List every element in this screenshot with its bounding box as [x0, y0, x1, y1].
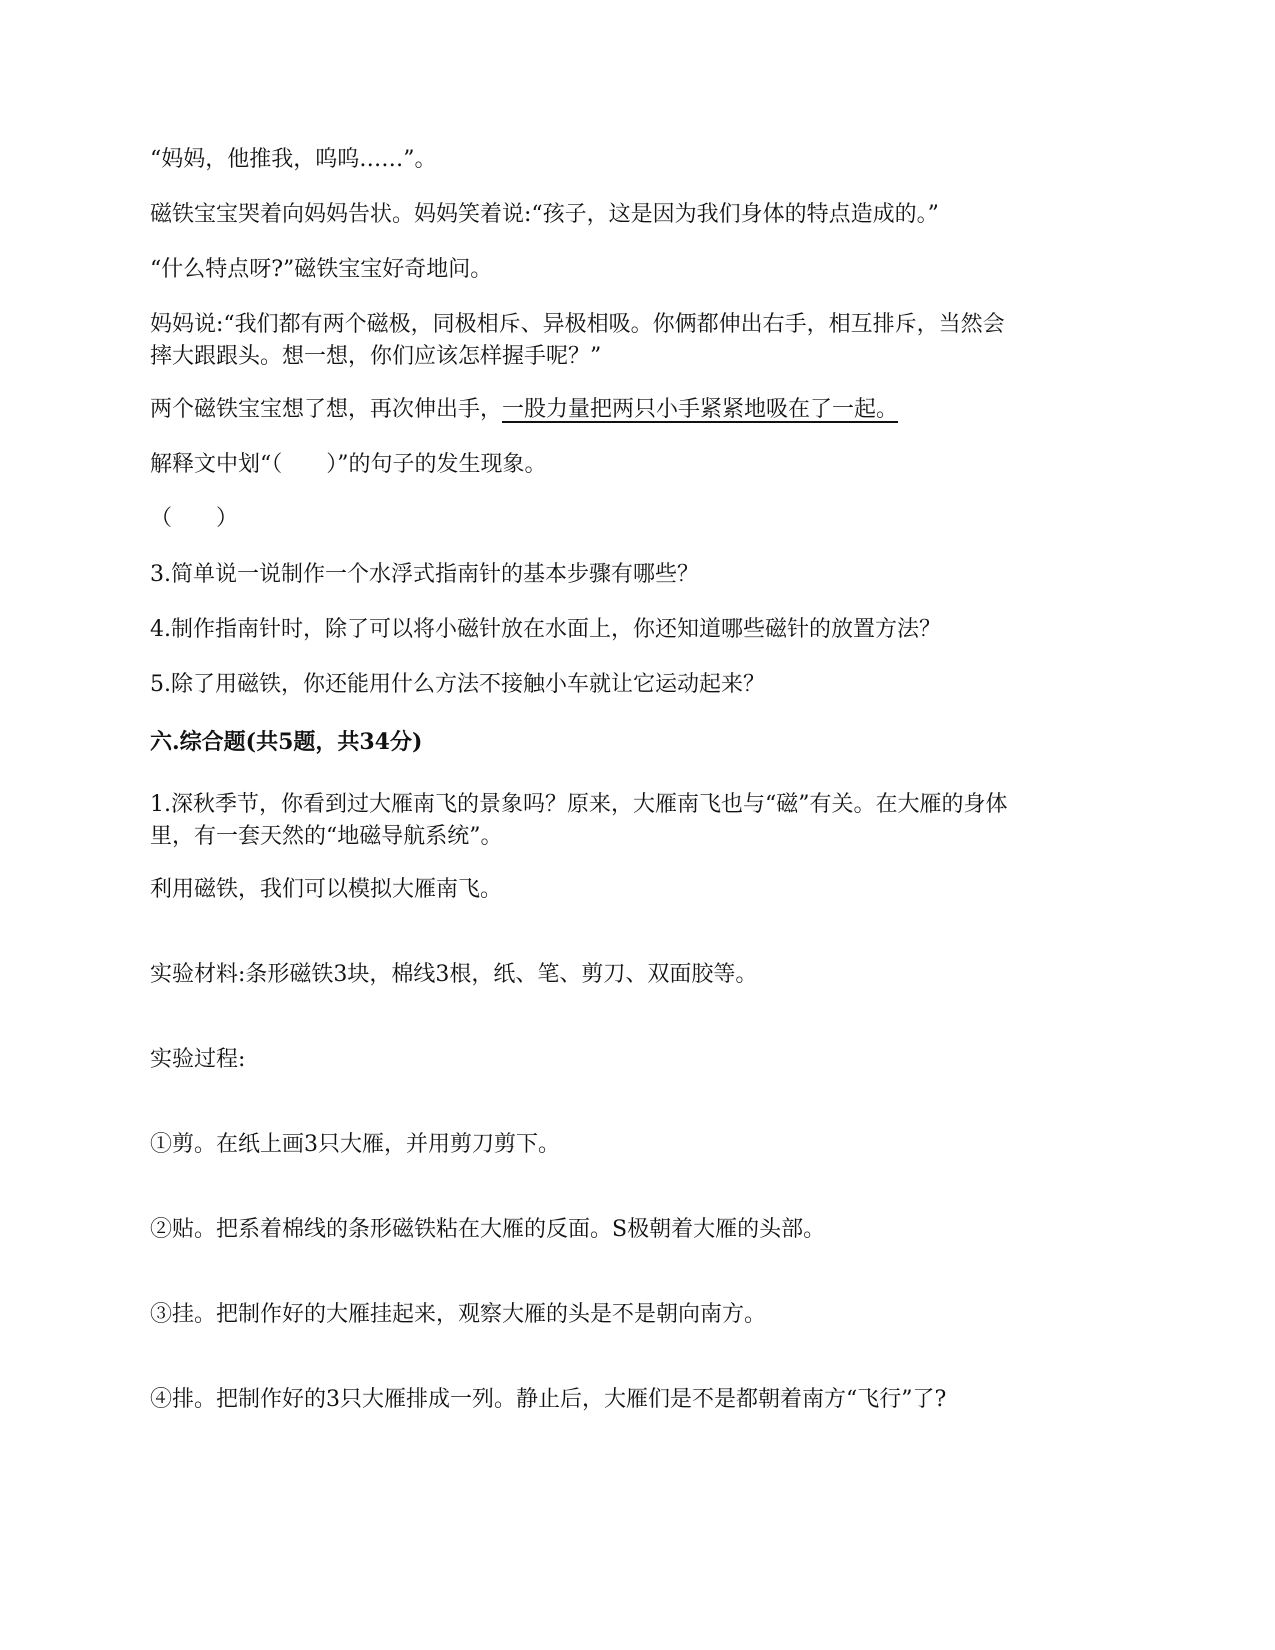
experiment-step-3: ③挂。把制作好的大雁挂起来，观察大雁的头是不是朝向南方。 [150, 1302, 767, 1327]
story-paragraph-2: 磁铁宝宝哭着向妈妈告状。妈妈笑着说:“孩子，这是因为我们身体的特点造成的。” [150, 202, 939, 227]
question-5: 5.除了用磁铁，你还能用什么方法不接触小车就让它运动起来？ [150, 672, 765, 697]
simulate-sentence: 利用磁铁，我们可以模拟大雁南飞。 [150, 877, 503, 902]
underlined-sentence: 一股力量把两只小手紧紧地吸在了一起。 [502, 397, 899, 422]
story-paragraph-1: “妈妈，他推我，呜呜……”。 [150, 147, 437, 172]
experiment-step-2: ②贴。把系着棉线的条形磁铁粘在大雁的反面。S极朝着大雁的头部。 [150, 1217, 826, 1242]
question-4: 4.制作指南针时，除了可以将小磁针放在水面上，你还知道哪些磁针的放置方法？ [150, 617, 941, 642]
experiment-step-1: ①剪。在纸上画3只大雁，并用剪刀剪下。 [150, 1132, 560, 1157]
question-3: 3.简单说一说制作一个水浮式指南针的基本步骤有哪些？ [150, 562, 699, 587]
experiment-materials: 实验材料:条形磁铁3块，棉线3根，纸、笔、剪刀、双面胶等。 [150, 962, 758, 987]
experiment-step-4: ④排。把制作好的3只大雁排成一列。静止后，大雁们是不是都朝着南方“飞行”了? [150, 1387, 947, 1412]
explain-question: 解释文中划“（ ）”的句子的发生现象。 [150, 452, 547, 477]
story-paragraph-4-line-2: 摔大跟跟头。想一想，你们应该怎样握手呢？” [150, 344, 602, 369]
story-paragraph-3: “什么特点呀?”磁铁宝宝好奇地问。 [150, 257, 493, 282]
section-6-question-1-line-2: 里，有一套天然的“地磁导航系统”。 [150, 824, 503, 849]
experiment-process-label: 实验过程: [150, 1047, 246, 1072]
answer-blank: （ ） [150, 506, 239, 531]
story-paragraph-4-line-1: 妈妈说:“我们都有两个磁极，同极相斥、异极相吸。你俩都伸出右手，相互排斥，当然会 [150, 312, 1005, 337]
story-paragraph-5-start: 两个磁铁宝宝想了想，再次伸出手， [150, 397, 503, 422]
section-6-question-1-line-1: 1.深秋季节，你看到过大雁南飞的景象吗？原来，大雁南飞也与“磁”有关。在大雁的身体 [150, 792, 1008, 817]
section-6-heading: 六.综合题(共5题，共34分) [150, 729, 423, 755]
story-paragraph-5 [150, 395, 1125, 425]
